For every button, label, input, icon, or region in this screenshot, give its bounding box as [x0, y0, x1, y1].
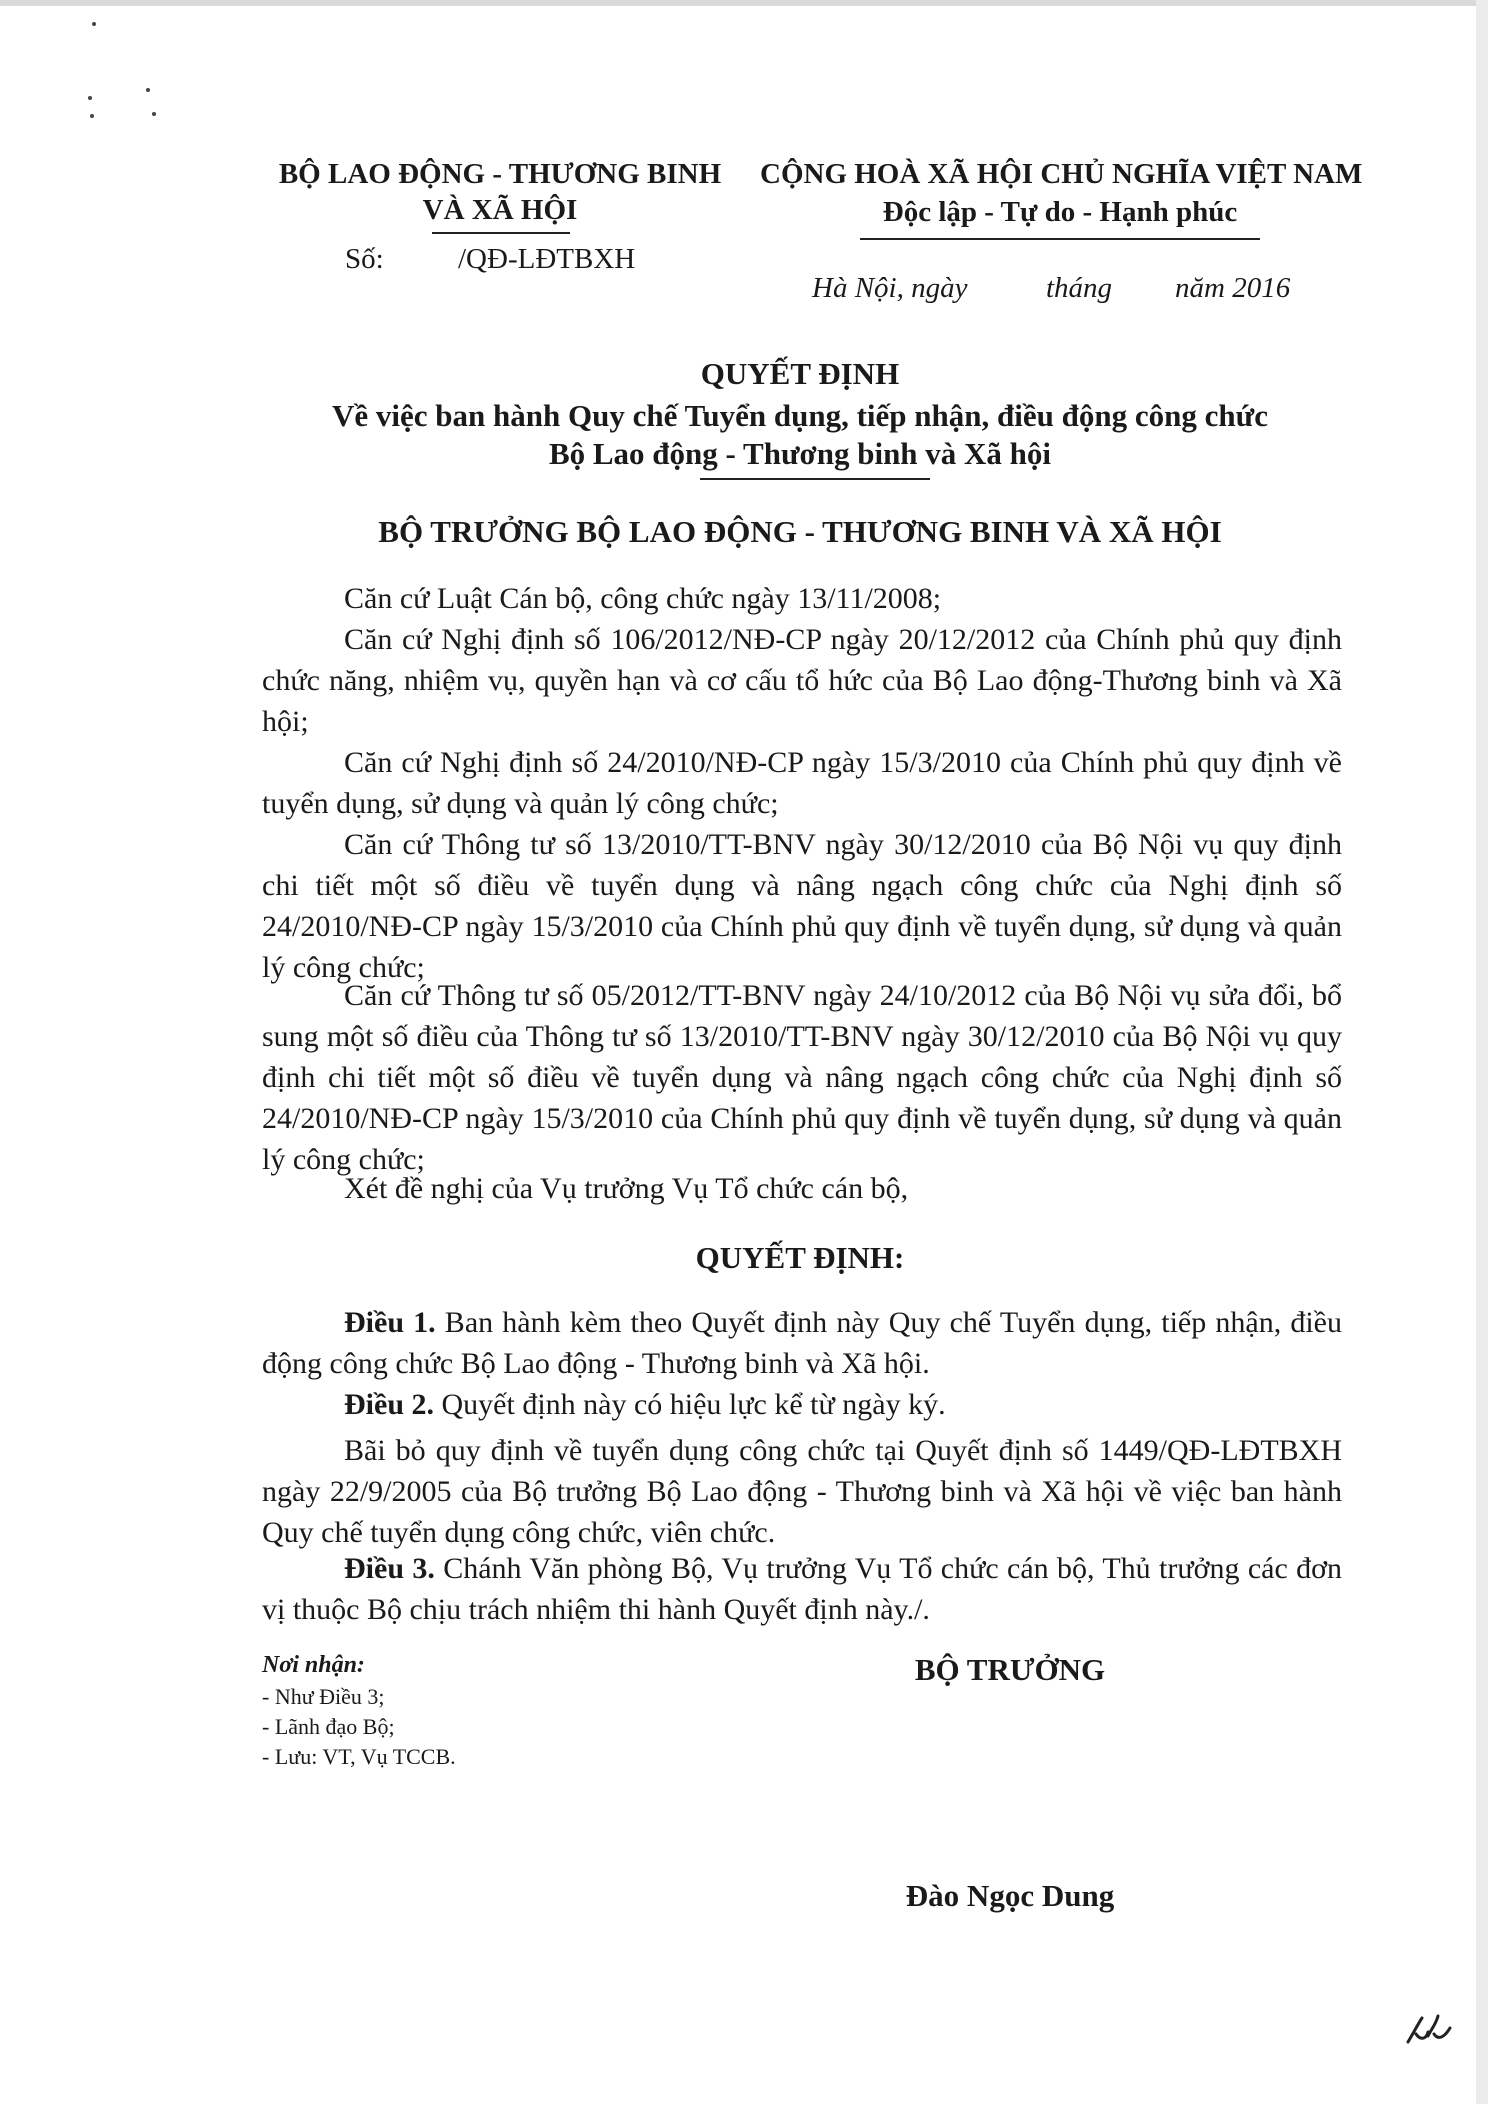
article-2: Điều 2. Quyết định này có hiệu lực kể từ ngày ký.	[344, 1388, 946, 1421]
date-year: năm 2016	[1175, 272, 1291, 304]
scan-top-edge	[0, 0, 1488, 6]
ministry-name-line2: VÀ XÃ HỘI	[422, 194, 578, 226]
article-2-repeal: Bãi bỏ quy định về tuyển dụng công chức tại Quyết định số 1449/QĐ-LĐTBXH ngày 22/9/2005 của Bộ trưởng Bộ Lao động - Thương binh và Xã hội về việc ban hành Quy chế tuyển dụng công chức, viên chức.	[262, 1434, 1342, 1549]
recipient-item: - Như Điều 3;	[262, 1684, 385, 1709]
recipient-item: - Lãnh đạo Bộ;	[262, 1714, 395, 1739]
document-title: QUYẾT ĐỊNH	[700, 356, 900, 391]
document-subject-line2: Bộ Lao động - Thương binh và Xã hội	[548, 436, 1052, 471]
preamble-paragraph: Căn cứ Thông tư số 05/2012/TT-BNV ngày 24/10/2012 của Bộ Nội vụ sửa đổi, bổ sung một số điều của Thông tư số 13/2010/TT-BNV ngày 30/12/2010 của Bộ Nội vụ quy định chi tiết một số điều về tuyển dụng và nâng ngạch công chức của Nghị định số 24/2010/NĐ-CP ngày 15/3/2010 của Chính phủ quy định về tuyển dụng, sử dụng và quản lý công chức;	[262, 979, 1342, 1176]
preamble-paragraph: Căn cứ Thông tư số 13/2010/TT-BNV ngày 30/12/2010 của Bộ Nội vụ quy định chi tiết một số điều về tuyển dụng và nâng ngạch công chức của Nghị định số 24/2010/NĐ-CP ngày 15/3/2010 của Chính phủ quy định về tuyển dụng, sử dụng và quản lý công chức;	[262, 828, 1342, 984]
article-1: Điều 1. Ban hành kèm theo Quyết định này Quy chế Tuyển dụng, tiếp nhận, điều động công chức Bộ Lao động - Thương binh và Xã hội.	[262, 1306, 1342, 1380]
recipients-label: Nơi nhận:	[262, 1652, 365, 1678]
date-month: tháng	[1046, 272, 1113, 304]
scan-speck	[152, 112, 156, 116]
document-subject-line1: Về việc ban hành Quy chế Tuyển dụng, tiếp nhận, điều động công chức	[332, 398, 1268, 433]
decision-heading: QUYẾT ĐỊNH:	[695, 1240, 905, 1275]
republic-name: CỘNG HOÀ XÃ HỘI CHỦ NGHĨA VIỆT NAM	[760, 158, 1363, 190]
preamble-paragraph: Căn cứ Nghị định số 106/2012/NĐ-CP ngày 20/12/2012 của Chính phủ quy định chức năng, nhiệm vụ, quyền hạn và cơ cấu tổ hức của Bộ Lao động-Thương binh và Xã hội;	[262, 623, 1342, 738]
date-place: Hà Nội, ngày	[812, 272, 968, 304]
recipient-item: - Lưu: VT, Vụ TCCB.	[262, 1744, 456, 1769]
national-motto: Độc lập - Tự do - Hạnh phúc	[882, 196, 1238, 228]
scan-right-edge	[1476, 0, 1488, 2104]
issuing-authority: BỘ TRƯỞNG BỘ LAO ĐỘNG - THƯƠNG BINH VÀ XÃ HỘI	[378, 514, 1222, 549]
document-number-label: Số:	[345, 243, 384, 275]
document-number: /QĐ-LĐTBXH	[458, 243, 636, 275]
scan-speck	[146, 88, 150, 92]
ministry-underline	[432, 232, 570, 234]
article-3: Điều 3. Chánh Văn phòng Bộ, Vụ trưởng Vụ Tổ chức cán bộ, Thủ trưởng các đơn vị thuộc Bộ chịu trách nhiệm thi hành Quyết định này./.	[262, 1552, 1342, 1626]
initials-mark	[1404, 2010, 1454, 2050]
preamble-paragraph: Căn cứ Nghị định số 24/2010/NĐ-CP ngày 15/3/2010 của Chính phủ quy định về tuyển dụng, sử dụng và quản lý công chức;	[262, 746, 1342, 820]
ministry-name-line1: BỘ LAO ĐỘNG - THƯƠNG BINH	[278, 158, 722, 190]
signer-title: BỘ TRƯỞNG	[914, 1652, 1106, 1687]
scan-speck	[92, 22, 96, 26]
preamble-paragraph: Căn cứ Luật Cán bộ, công chức ngày 13/11/2008;	[344, 582, 942, 615]
scan-speck	[90, 114, 94, 118]
scan-speck	[88, 96, 92, 100]
subject-underline	[700, 478, 930, 480]
motto-underline	[860, 238, 1260, 240]
signer-name: Đào Ngọc Dung	[905, 1878, 1115, 1913]
preamble-paragraph: Xét đề nghị của Vụ trưởng Vụ Tổ chức cán bộ,	[344, 1172, 909, 1205]
